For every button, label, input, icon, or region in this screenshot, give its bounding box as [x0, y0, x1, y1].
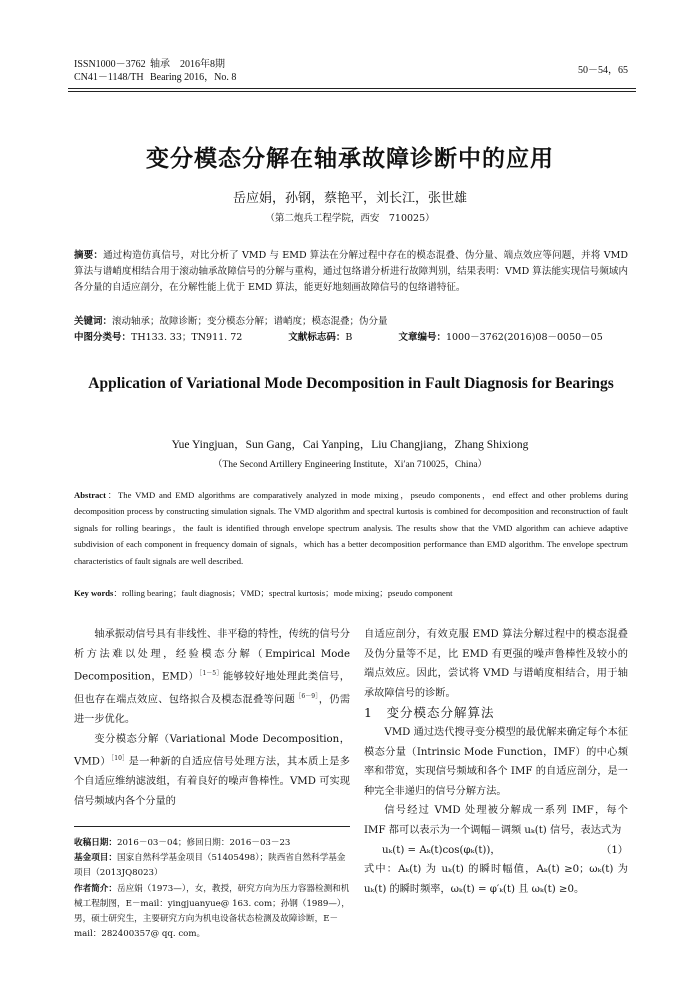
header-rule-2 [68, 91, 636, 92]
body-paragraph: 轴承振动信号具有非线性、非平稳的特性，传统的信号分析方法难以处理，经验模态分解（Empirical Mode Decomposition，EMD）$^{[1-5]}$能够较好地处理此类信号，但也存在端点效应、包络拟合及模态混叠等问题$^{[6-9]}$，仍需进一步优化。 [74, 629, 351, 726]
body-paragraph: 变分模态分解（Variational Mode Decomposition，VMD）$^{[10]}$是一种新的自适应信号处理方法，其本质上是多个自适应维纳滤波组，有着良好的噪声鲁棒性。VMD 可实现信号频域内各个分量的 [74, 733, 350, 807]
keywords-en: Key words：rolling bearing；fault diagnosis；VMD；spectral kurtosis；mode mixing；pseudo component [74, 588, 453, 598]
header-journal-cn: 轴承 2016年8期 [150, 59, 225, 70]
body-right-column [364, 625, 628, 899]
body-left-column [74, 625, 350, 812]
body-paragraph: 自适应剖分，有效克服 EMD 算法分解过程中的模态混叠及伪分量等不足，比 EMD 有更强的噪声鲁棒性及较小的端点效应。因此，尝试将 VMD 与谱峭度相结合，用于轴承故障信号的诊断。 [364, 629, 628, 699]
authors-cn: 岳应娟，孙钢，蔡艳平，刘长江，张世雄 [232, 191, 467, 206]
paper-title-cn: 变分模态分解在轴承故障诊断中的应用 [146, 145, 554, 172]
header-pages: 50－54，65 [578, 65, 628, 76]
header-cn-code: CN41－1148/TH [74, 72, 144, 83]
equation-1: uₖ(t) = Aₖ(t)cos(φₖ(t))， （1） [382, 844, 628, 856]
abstract-cn: 摘要：通过构造仿真信号，对比分析了 VMD 与 EMD 算法在分解过程中存在的模态混叠、伪分量、端点效应等问题，并将 VMD 算法与谱峭度相结合用于滚动轴承故障信号的分解与重构，通过包络谱分析进行故障判别，结果表明：VMD 算法能实现信号频域内各分量的自适应剖分，在分解性能上优于 EMD 算法，能更好地刻画故障信号的包络谱特征。 [74, 250, 628, 293]
header-issn: ISSN1000－3762 [74, 59, 146, 70]
section-heading: 1 变分模态分解算法 [364, 705, 495, 721]
body-paragraph: 式中：Aₖ(t) 为 uₖ(t) 的瞬时幅值，Aₖ(t) ≥0；ωₖ(t) 为 uₖ(t) 的瞬时频率，ωₖ(t) = φ′ₖ(t) 且 ωₖ(t) ≥0。 [364, 864, 628, 895]
abstract-en: Abstract：The VMD and EMD algorithms are comparatively analyzed in mode mixing，pseudo components，end effect and other problems during decomposition process by constructing simulation signals. The VMD algorithm and spectral kurtosis is combined for decomposition and reconstruction of fault signals for rolling bearings，the fault is identified through envelope spectrum analysis. The results show that the VMD algorithm can achieve adaptive subdivision of each component in frequency domain of signals，which has a better decomposition performance than EMD algorithm. The envelope spectrum characteristics of fault signals are well described. [74, 490, 628, 566]
affiliation-en: （The Second Artillery Engineering Institute，Xi′an 710025，China） [212, 460, 488, 470]
affiliation-cn: （第二炮兵工程学院，西安 710025） [265, 213, 435, 224]
paper-title-en: Application of Variational Mode Decomposition in Fault Diagnosis for Bearings [88, 375, 614, 392]
classification-line: 中图分类号：TH133. 33；TN911. 72 文献标志码：B 文章编号：1000－3762(2016)08－0050－05 [74, 332, 603, 343]
authors-en: Yue Yingjuan，Sun Gang，Cai Yanping，Liu Changjiang，Zhang Shixiong [171, 439, 529, 451]
body-paragraph: 信号经过 VMD 处理被分解成一系列 IMF，每个 IMF 都可以表示为一个调幅－调频 uₖ(t) 信号，表达式为 [364, 805, 628, 836]
footnotes: 收稿日期：2016－03－04；修回日期：2016－03－23 基金项目：国家自然科学基金项目（51405498）；陕西省自然科学基金项目（2013JQ8023） 作者简介：岳应娟（1973—），女，教授，研究方向为压力容器检测和机械工程制图，E－mail：yingjuanyue@ 163. com；孙钢（1989—），男，硕士研究生，主要研究方向为机电设备状态检测及故障诊断，E－mail：282400357@ qq. com。 [74, 838, 350, 940]
header-journal-en: Bearing 2016，No. 8 [150, 72, 237, 83]
header-rule-1 [68, 88, 636, 89]
keywords-cn: 关键词：滚动轴承；故障诊断；变分模态分解；谱峭度；模态混叠；伪分量 [74, 316, 388, 327]
footnote-rule [74, 826, 350, 827]
body-paragraph: VMD 通过迭代搜寻变分模型的最优解来确定每个本征模态分量（Intrinsic Mode Function，IMF）的中心频率和带宽，实现信号频域和各个 IMF 的自适应剖分，是一种完全非递归的信号分解方法。 [364, 726, 628, 797]
